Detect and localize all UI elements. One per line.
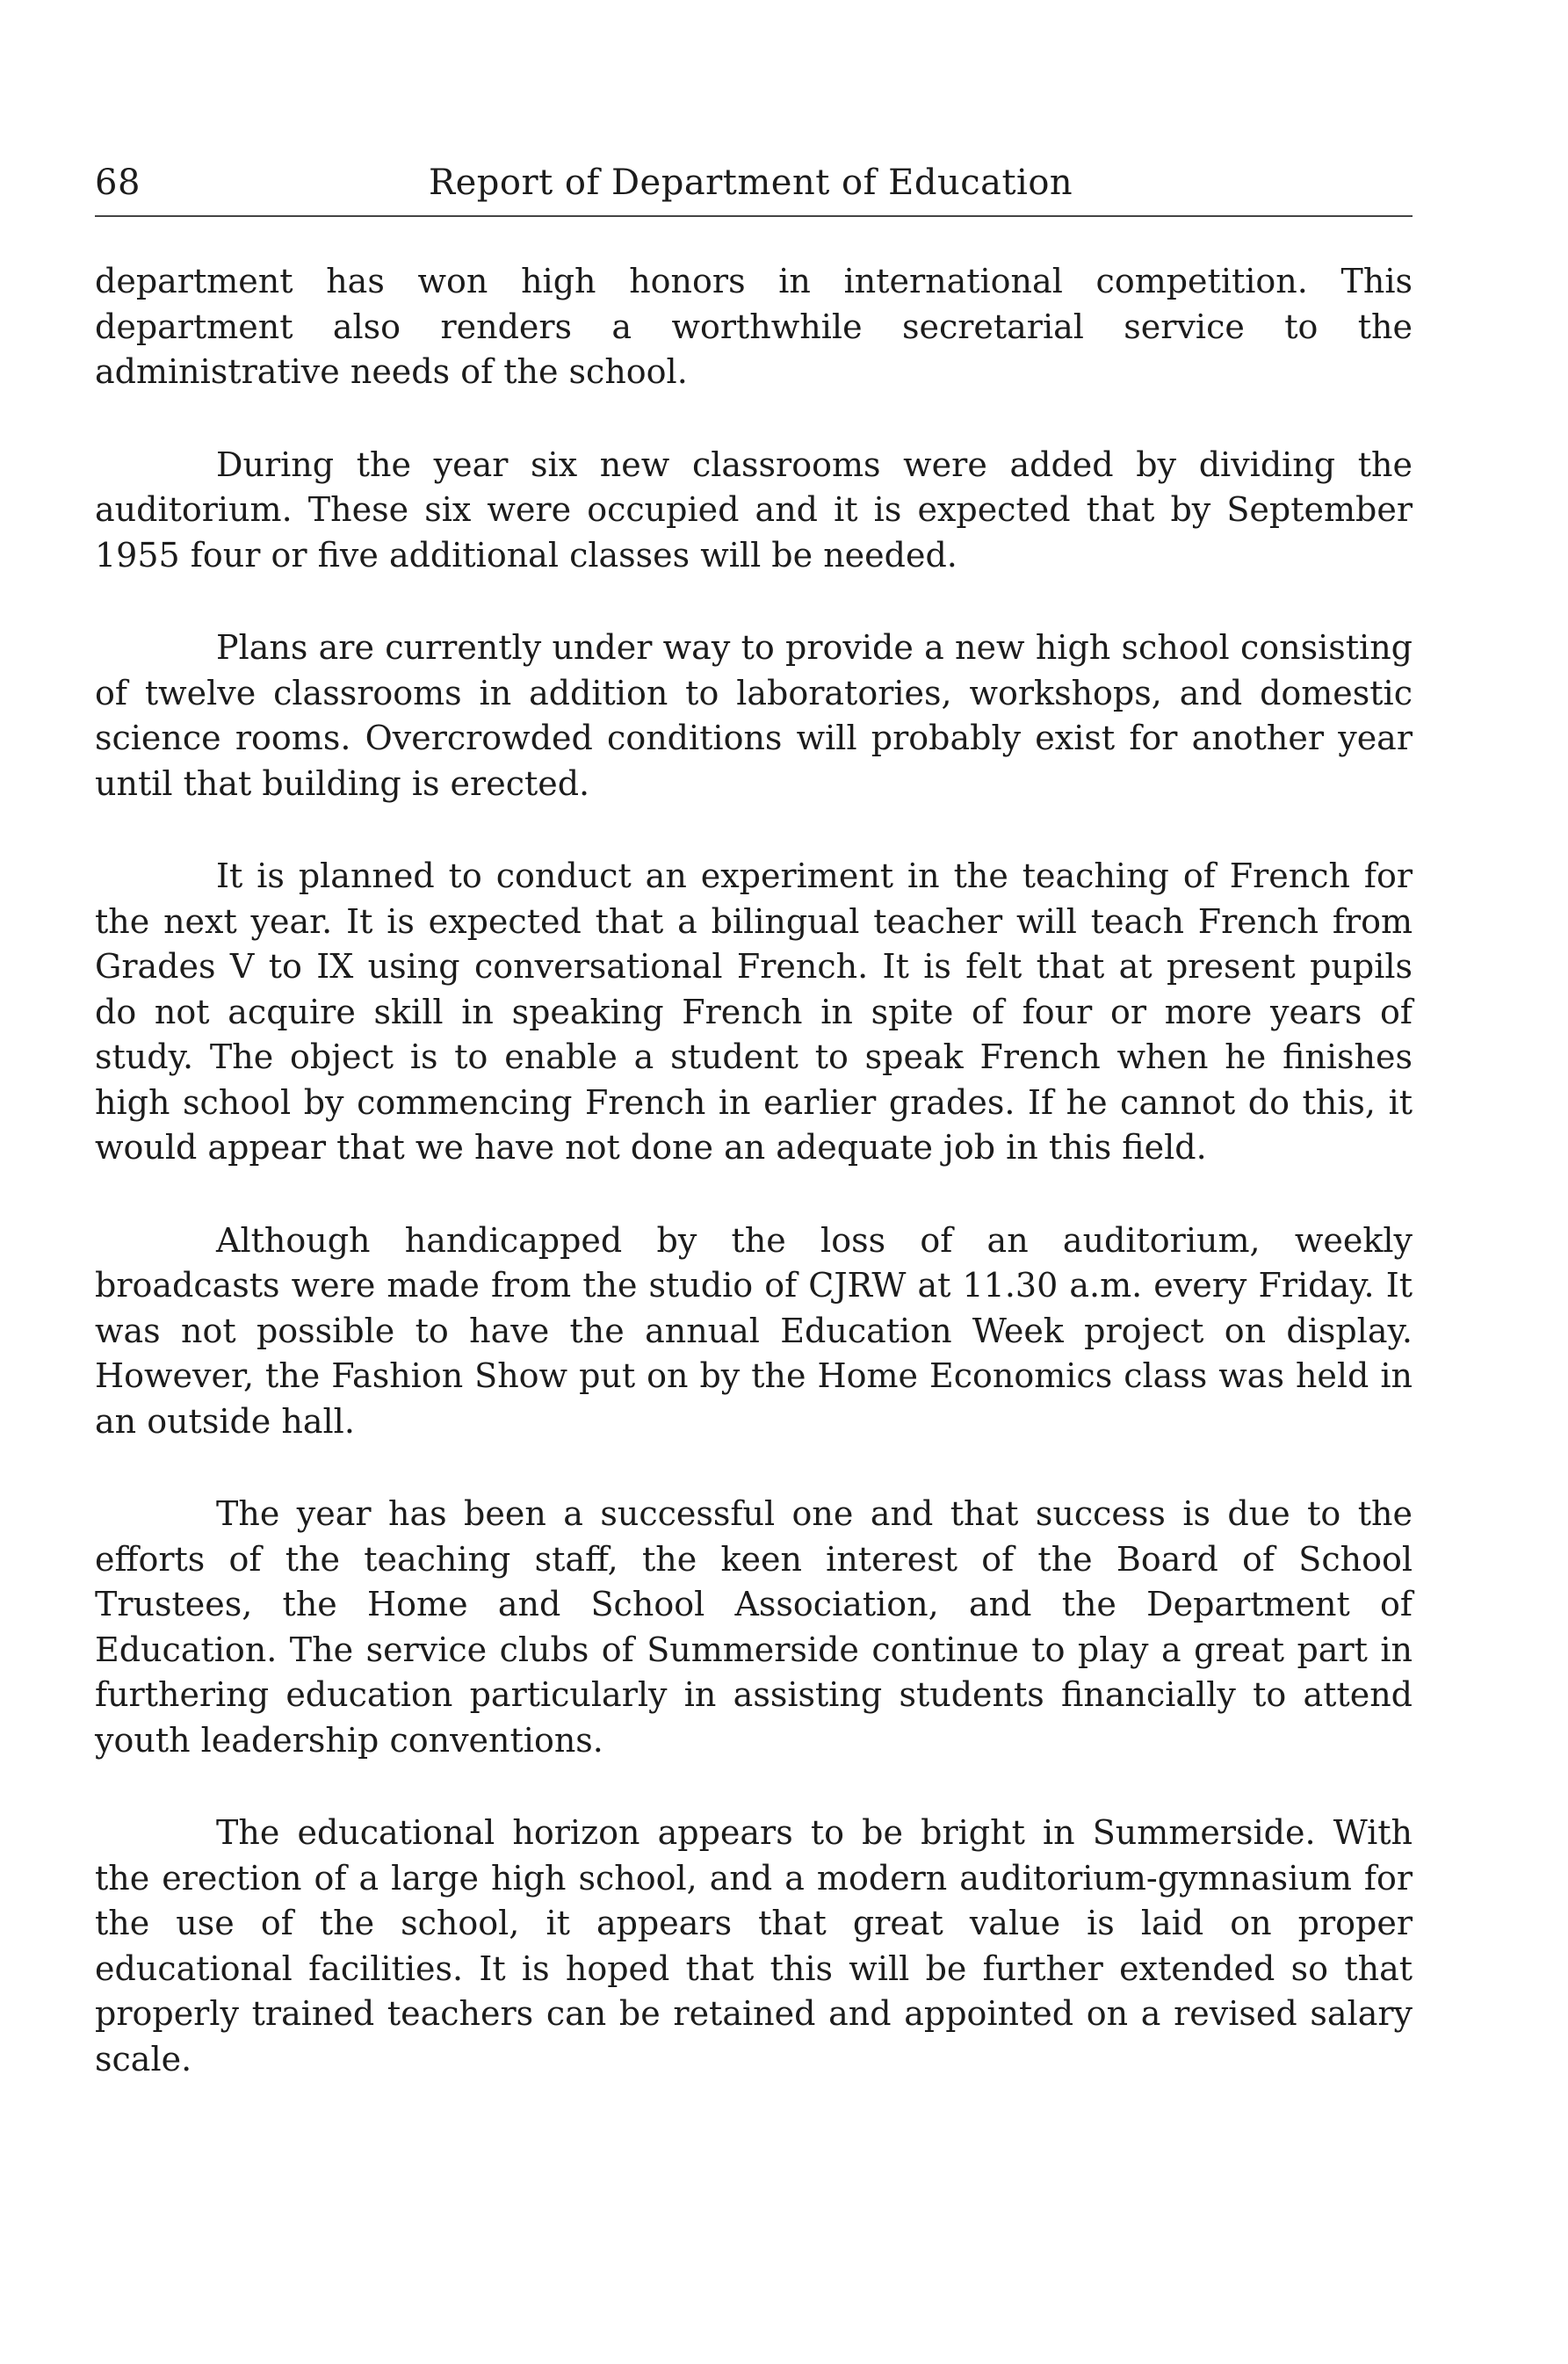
running-title: Report of Department of Education xyxy=(429,163,1073,203)
paragraph-continued: department has won high honors in international competition. This department also renders a worthwhile secretarial service to the administrative needs of the school. xyxy=(95,262,1413,391)
paragraph-classrooms: During the year six new classrooms were added by dividing the auditorium. These six were occupied and it is expected that by September 1955 four or five additional classes will be needed. xyxy=(95,445,1413,575)
paragraph-educational-horizon: The educational horizon appears to be bright in Summerside. With the erection of a large high school, and a modern auditorium-gymnasium for the use of the school, it appears that great value is laid on proper educational facilities. It is hoped that this will be further extended so that properly trained teachers can be retained and appointed on a revised salary scale. xyxy=(95,1813,1413,2078)
paragraph-french-experiment: It is planned to conduct an experiment in the teaching of French for the next year. It is expected that a bilingual teacher will teach French from Grades V to IX using conversational French. It is felt that at present pupils do not acquire skill in speaking French in spite of four or more years of study. The object is to enable a student to speak French when he finishes high school by commencing French in earlier grades. If he cannot do this, it would appear that we have not done an adequate job in this field. xyxy=(95,857,1413,1167)
page-header xyxy=(95,154,1413,217)
paragraph-broadcasts: Although handicapped by the loss of an auditorium, weekly broadcasts were made from the studio of CJRW at 11.30 a.m. every Friday. It was not possible to have the annual Education Week project on display. However, the Fashion Show put on by the Home Economics class was held in an outside hall. xyxy=(95,1220,1413,1441)
paragraph-new-high-school: Plans are currently under way to provide a new high school consisting of twelve classrooms in addition to laboratories, workshops, and domestic science rooms. Overcrowded conditions will probably exist for another year until that building is erected. xyxy=(95,628,1413,803)
document-page xyxy=(95,154,1413,2129)
page-number: 68 xyxy=(95,163,141,203)
document-body xyxy=(95,259,1413,2082)
paragraph-successful-year: The year has been a successful one and that success is due to the efforts of the teaching staff, the keen interest of the Board of School Trustees, the Home and School Association, and the Department of Education. The service clubs of Summerside continue to play a great part in furthering education particularly in assisting students financially to attend youth leadership conventions. xyxy=(95,1494,1413,1760)
